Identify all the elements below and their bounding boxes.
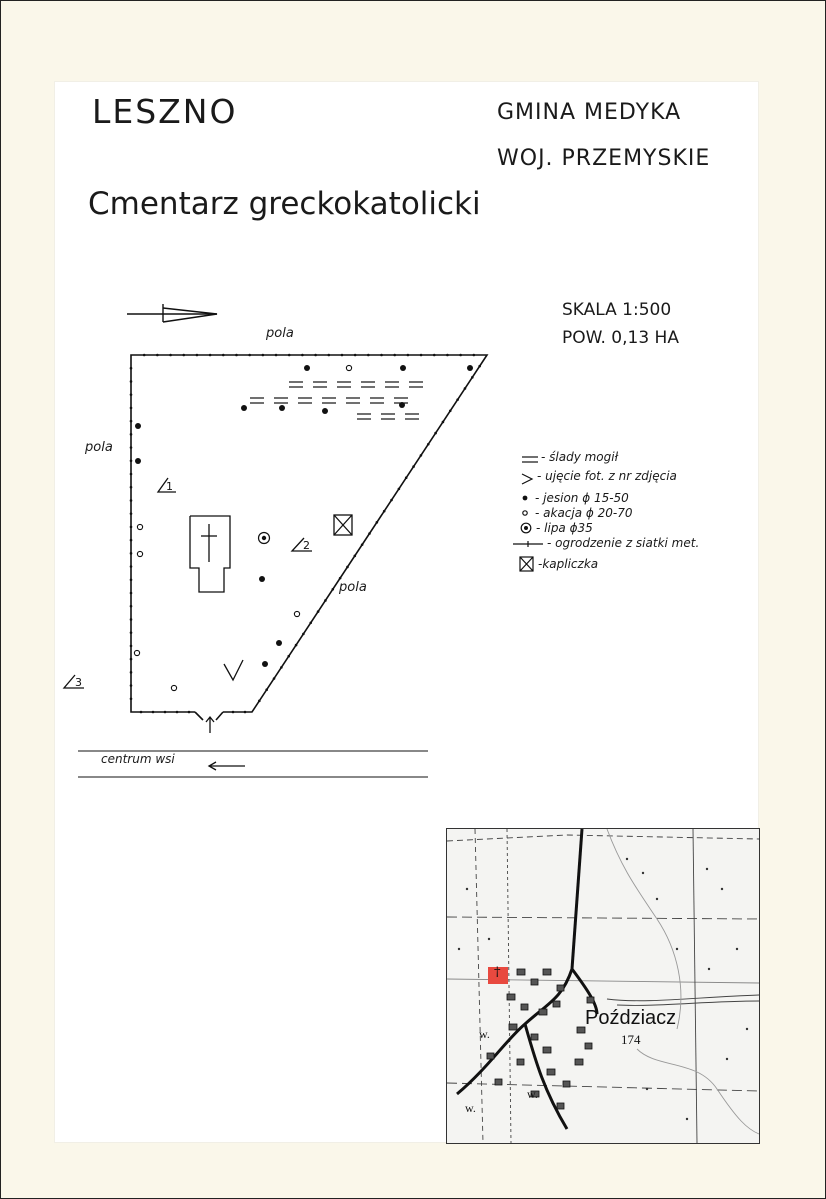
photo-number-3: 3 (75, 676, 82, 689)
document-title: Cmentarz greckokatolicki (88, 186, 481, 222)
church-footprint-icon (190, 516, 230, 592)
voivodeship-label: WOJ. PRZEMYSKIE (497, 146, 711, 171)
photo-number-2: 2 (303, 539, 310, 552)
entrance-arrow-icon (206, 717, 214, 733)
legend-linden: - lipa ϕ35 (536, 521, 593, 535)
legend-chapel: -kapliczka (538, 557, 599, 571)
road-lines (78, 751, 428, 777)
fields-label-left: pola (85, 440, 113, 455)
area-label: POW. 0,13 HA (562, 328, 679, 348)
scale-label: SKALA 1:500 (562, 300, 672, 320)
legend-fence: - ogrodzenie z siatki met. (547, 536, 700, 550)
village-title: LESZNO (92, 92, 238, 131)
map-well-label: w. (479, 1027, 490, 1041)
direction-arrow-icon (209, 762, 245, 770)
wayside-shrine-icon (334, 515, 352, 535)
topographic-map-drawing (447, 829, 759, 1143)
map-well-label: w. (527, 1087, 538, 1101)
map-village-name: Poździacz (585, 1007, 677, 1029)
commune-label: GMINA MEDYKA (497, 100, 682, 125)
grave-traces (250, 382, 423, 419)
map-elevation: 174 (621, 1032, 641, 1047)
fence-post-marks (130, 354, 481, 714)
ash-trees (135, 365, 473, 667)
legend-ash: - jesion ϕ 15-50 (535, 491, 629, 505)
v-mark-icon (224, 660, 243, 680)
legend-acacia: - akacja ϕ 20-70 (535, 506, 633, 520)
legend-photo: - ujęcie fot. z nr zdjęcia (537, 469, 677, 483)
map-well-label: w. (465, 1101, 476, 1115)
legend-graves: - ślady mogił (541, 450, 619, 464)
north-arrow-icon (127, 304, 217, 322)
village-center-label: centrum wsi (101, 752, 175, 766)
fields-label-diagonal: pola (339, 580, 367, 595)
linden-tree (259, 533, 270, 544)
photo-number-1: 1 (166, 480, 173, 493)
locator-map (446, 828, 760, 1144)
fields-label-top: pola (266, 326, 294, 341)
acacia-trees (134, 365, 351, 690)
cemetery-location-marker (488, 967, 508, 984)
fence-boundary (131, 355, 487, 720)
